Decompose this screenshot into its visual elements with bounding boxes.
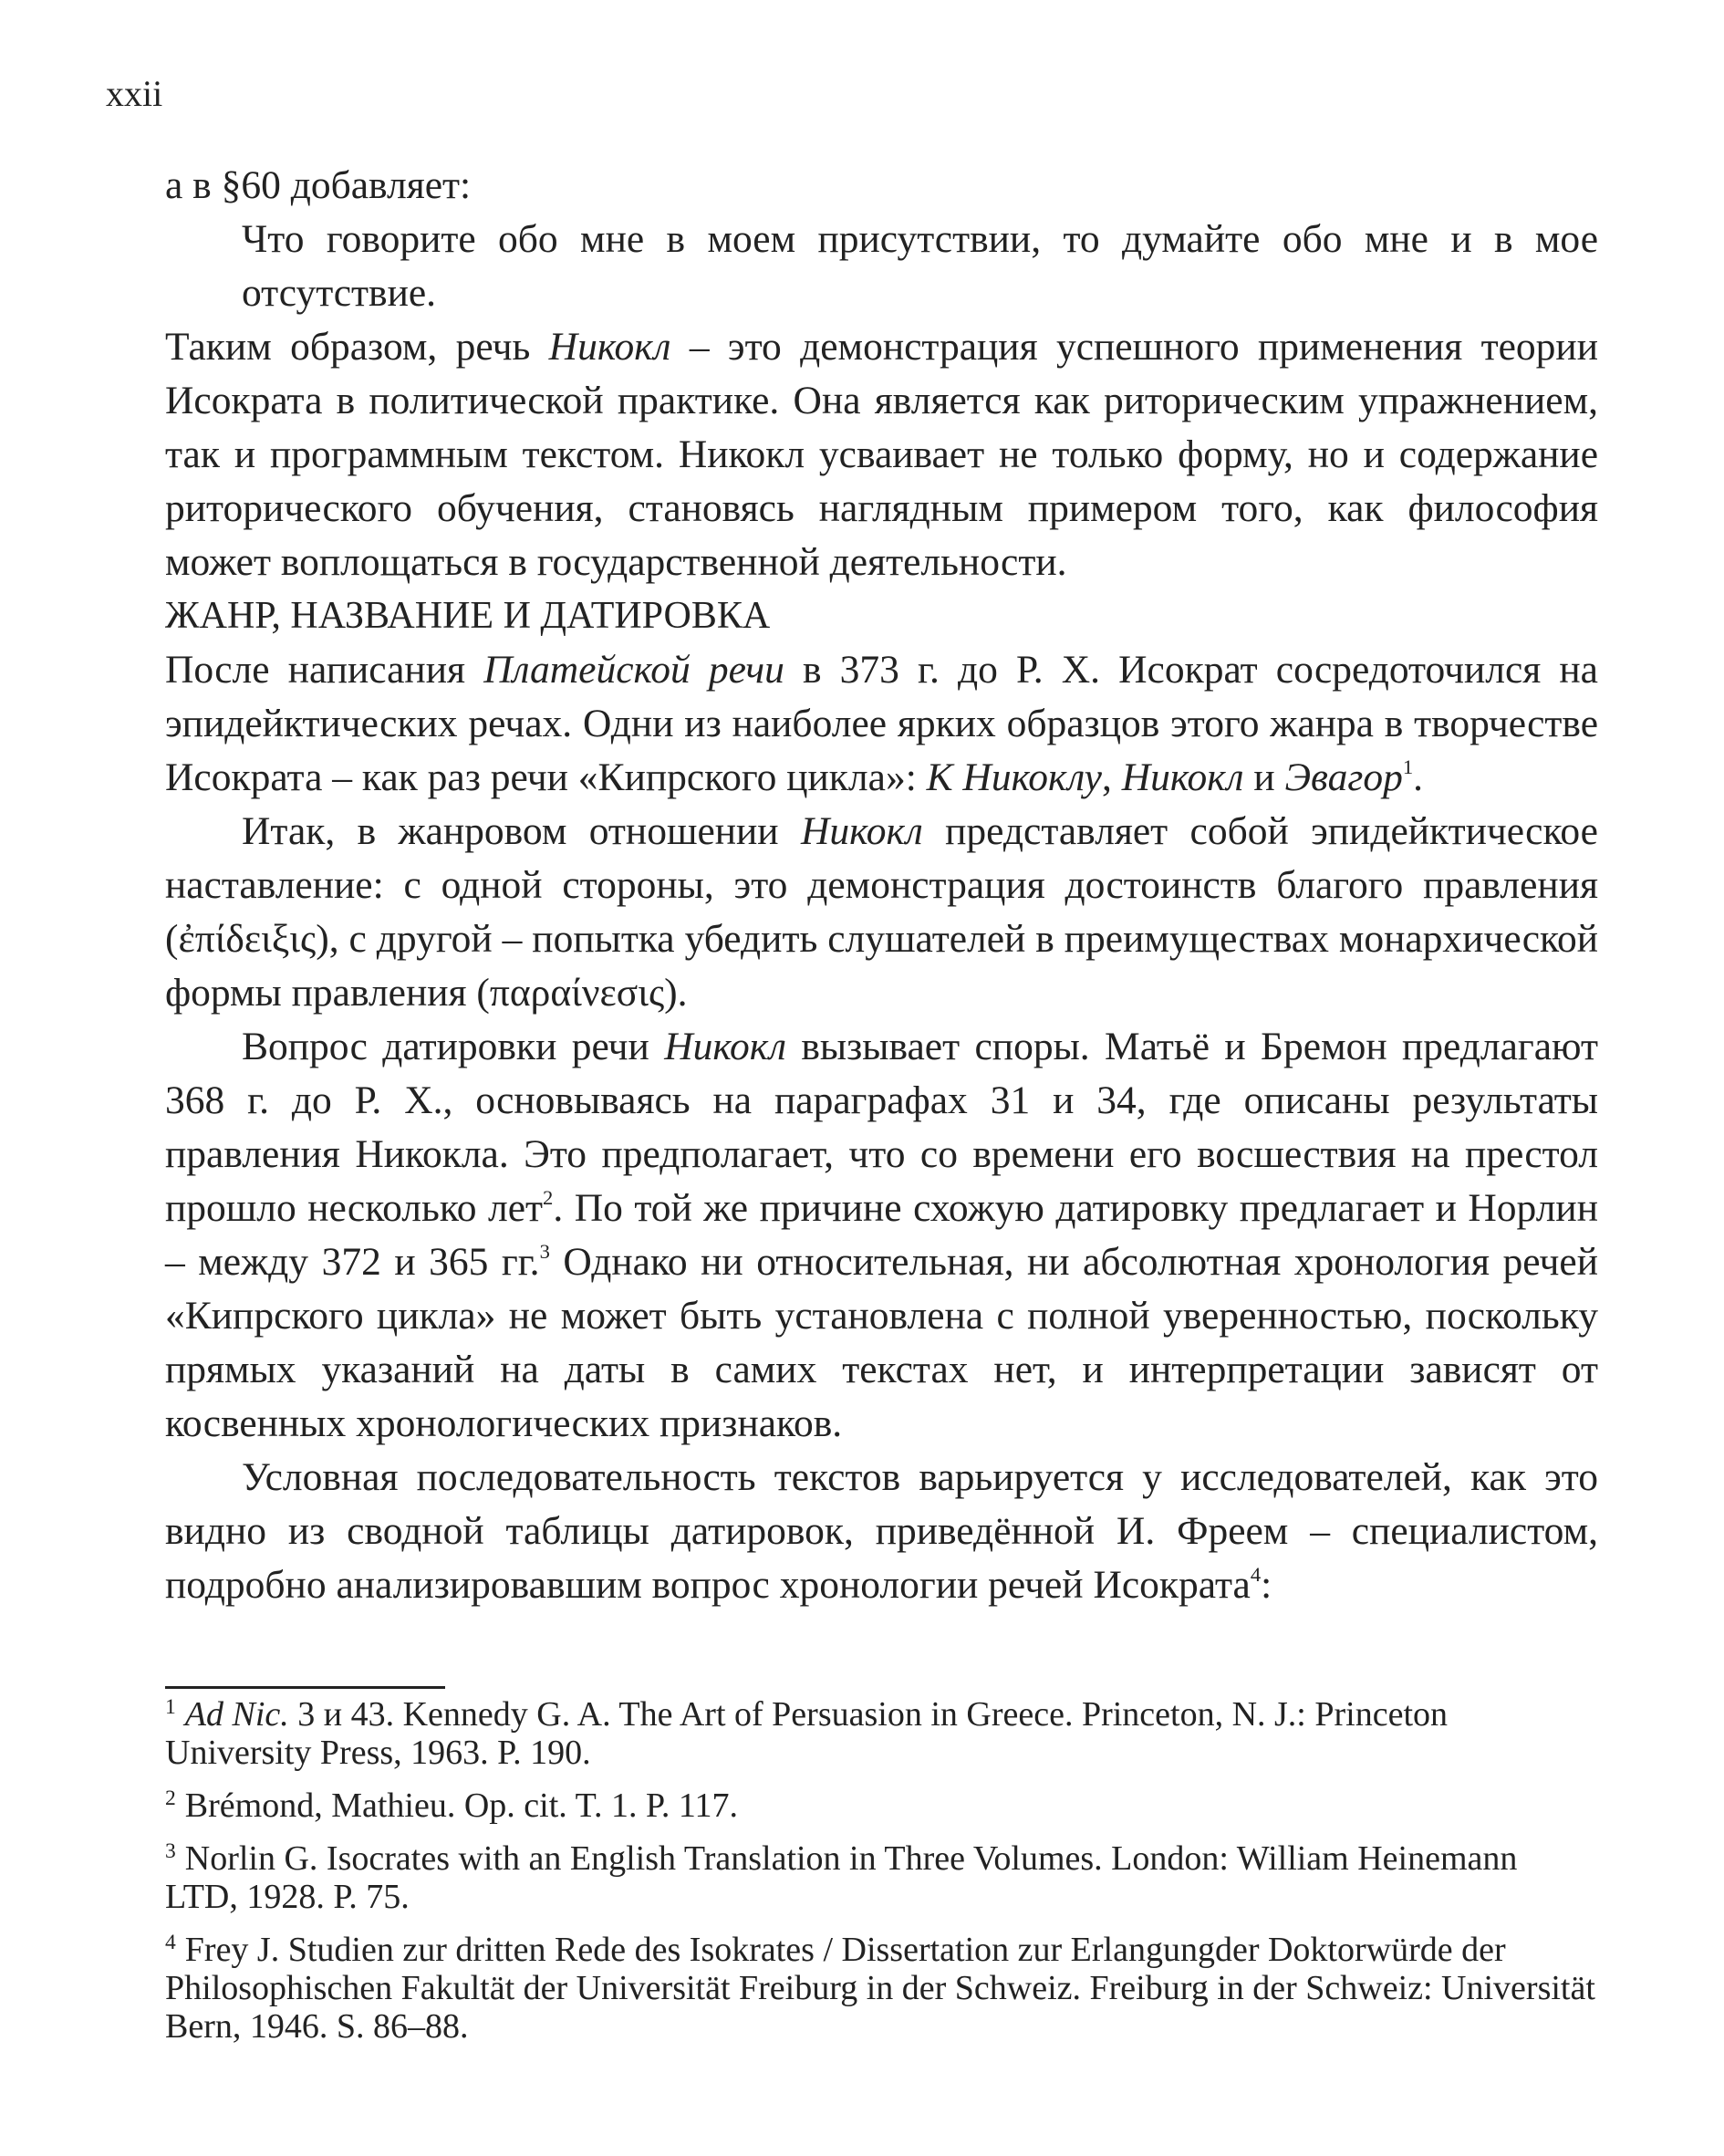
paragraph-2: После написания Платейской речи в 373 г. до Р. Х. Исократ сосредоточился на эпидейктических речах. Одни из наиболее ярких образцов этого жанра в творчестве Исократа – как раз речи «Кипрского цикла»: К Никоклу, Никокл и Эвагор$^1$. [165,648,1598,799]
block-quote: Что говорите обо мне в моем присутствии, то думайте обо мне и в мое отсутствие. [242,217,1598,315]
footnote-2: $^2$ Brémond, Mathieu. Op. cit. T. 1. P. 117. [165,1786,738,1825]
footnote-3: $^3$ Norlin G. Isocrates with an English Translation in Three Volumes. London: William Heinemann LTD, 1928. P. 75. [165,1839,1518,1916]
page-number: xxii [106,73,163,114]
section-heading: ЖАНР, НАЗВАНИЕ И ДАТИРОВКА [165,595,771,637]
footnote-1: $^1$ Ad Nic. 3 и 43. Kennedy G. A. The Art of Persuasion in Greece. Princeton, N. J.: Princeton University Press, 1963. P. 190. [165,1695,1449,1772]
footnote-4: $^4$ Frey J. Studien zur dritten Rede des Isokrates / Dissertation zur Erlangungder Doktorwürde der Philosophischen Fakultät der Universität Freiburg in der Schweiz. Freiburg in der Schweiz: Universität Bern, 1946. S. 86–88. [165,1931,1595,2046]
paragraph-1: Таким образом, речь Никокл – это демонстрация успешного применения теории Исократа в политической практике. Она является как риторическим упражнением, так и программным текстом. Никокл усваивает не только форму, но и содержание риторического обучения, становясь наглядным примером того, как философия может воплощаться в государственной деятельности. [165,325,1598,584]
intro-line: а в §60 добавляет: [165,163,472,207]
footnote-ref-2: 2 [543,1186,554,1210]
main-text [165,159,1598,1612]
paragraph-3: Итак, в жанровом отношении Никокл представляет собой эпидейктическое наставление: с одной стороны, это демонстрация достоинств благого правления (ἐπίδειξις), с другой – попытка убедить слушателей в преимуществах монархической формы правления (παραίνεσις). [165,809,1598,1015]
footnotes [165,1695,1598,2060]
footnote-ref-3: 3 [539,1240,550,1264]
footnote-ref-4: 4 [1250,1563,1262,1587]
paragraph-5: Условная последовательность текстов варьируется у исследователей, как это видно из сводной таблицы датировок, приведённой И. Фреем – специалистом, подробно анализировавшим вопрос хронологии речей Исократа$^4$: [165,1455,1598,1607]
paragraph-4: Вопрос датировки речи Никокл вызывает споры. Матьё и Бремон предлагают 368 г. до Р. Х., основываясь на параграфах 31 и 34, где описаны результаты правления Никокла. Это предполагает, что со времени его восшествия на престол прошло несколько лет$^2$. По той же причине схожую датировку предлагает и Норлин – между 372 и 365 гг.$^3$ Однако ни относительная, ни абсолютная хронология речей «Кипрского цикла» не может быть установлена с полной уверенностью, поскольку прямых указаний на даты в самих текстах нет, и интерпретации зависят от косвенных хронологических признаков. [165,1025,1598,1445]
footnote-rule [165,1686,445,1689]
footnote-ref-1: 1 [1402,755,1414,779]
